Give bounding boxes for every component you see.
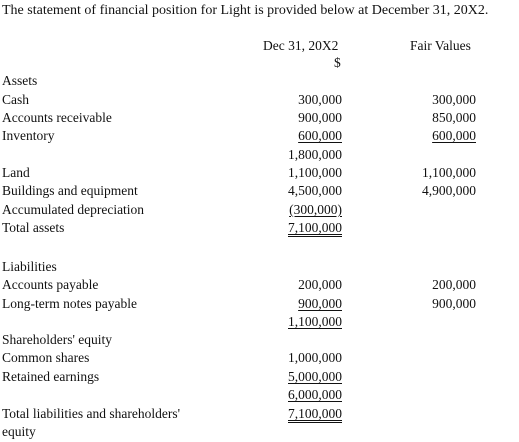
row-label: Long-term notes payable bbox=[2, 296, 137, 311]
column-header-fair-values: Fair Values bbox=[410, 38, 471, 53]
value-dec-31: 1,800,000 bbox=[288, 147, 342, 162]
value-dec-31: 200,000 bbox=[298, 277, 342, 292]
value-dec-31: 900,000 bbox=[298, 110, 342, 125]
row-label: Accounts receivable bbox=[2, 110, 112, 125]
row-label: Liabilities bbox=[2, 259, 57, 274]
value-dec-31: 900,000 bbox=[298, 296, 342, 311]
value-dec-31: 1,100,000 bbox=[288, 165, 342, 180]
row-label: Total liabilities and shareholders' bbox=[2, 406, 181, 421]
value-dec-31: 5,000,000 bbox=[288, 369, 342, 384]
value-fair: 600,000 bbox=[432, 128, 476, 143]
column-header-dec-31: Dec 31, 20X2 bbox=[263, 38, 339, 53]
row-label: Inventory bbox=[2, 128, 55, 143]
value-dec-31: (300,000) bbox=[289, 202, 342, 217]
value-dec-31: 1,000,000 bbox=[288, 350, 342, 365]
value-fair: 200,000 bbox=[432, 277, 476, 292]
value-fair: 4,900,000 bbox=[422, 183, 476, 198]
value-dec-31: 4,500,000 bbox=[288, 183, 342, 198]
row-label: Land bbox=[2, 165, 30, 180]
row-label: Total assets bbox=[2, 220, 65, 235]
value-dec-31: 600,000 bbox=[298, 128, 342, 143]
row-label: Common shares bbox=[2, 350, 90, 365]
row-label: Accounts payable bbox=[2, 277, 99, 292]
value-fair: 850,000 bbox=[432, 110, 476, 125]
column-header-currency: $ bbox=[334, 55, 341, 70]
statement-title: The statement of financial position for Light is provided below at December 31, 20X2. bbox=[2, 3, 489, 18]
row-label: Assets bbox=[2, 73, 38, 88]
row-label: Buildings and equipment bbox=[2, 183, 138, 198]
row-label: Cash bbox=[2, 92, 29, 107]
value-dec-31: 1,100,000 bbox=[288, 314, 342, 329]
row-label: Retained earnings bbox=[2, 369, 100, 384]
row-label: equity bbox=[2, 424, 36, 439]
value-fair: 900,000 bbox=[432, 296, 476, 311]
value-fair: 1,100,000 bbox=[422, 165, 476, 180]
value-dec-31: 7,100,000 bbox=[288, 220, 342, 235]
value-dec-31: 7,100,000 bbox=[288, 406, 342, 421]
value-dec-31: 6,000,000 bbox=[288, 387, 342, 402]
row-label: Shareholders' equity bbox=[2, 332, 113, 347]
value-fair: 300,000 bbox=[432, 92, 476, 107]
row-label: Accumulated depreciation bbox=[2, 202, 145, 217]
value-dec-31: 300,000 bbox=[298, 92, 342, 107]
